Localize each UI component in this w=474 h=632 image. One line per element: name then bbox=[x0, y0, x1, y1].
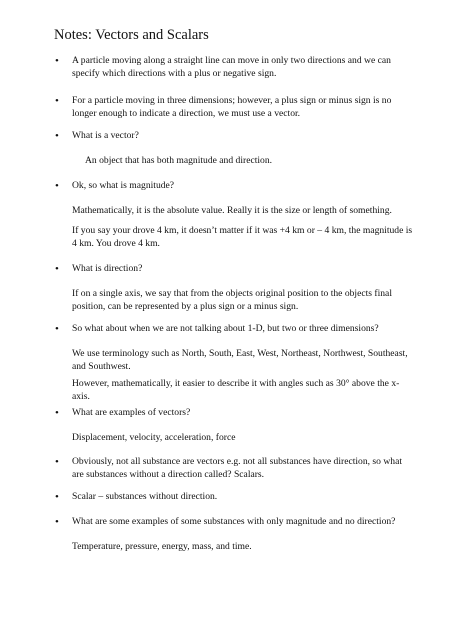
list-item-text: What is direction? bbox=[72, 263, 143, 274]
bullet-marker: • bbox=[55, 130, 59, 142]
paragraph: However, mathematically, it easier to describe it with angles such as 30° above the x-axis. bbox=[72, 378, 400, 402]
list-item-text: For a particle moving in three dimensions; however, a plus sign or minus sign is no longer enough to indicate a direction, we must use a vector. bbox=[72, 95, 392, 119]
bullet-marker: • bbox=[55, 491, 59, 503]
list-item-text: What are some examples of some substances with only magnitude and no direction? bbox=[72, 516, 396, 527]
paragraph: Temperature, pressure, energy, mass, and time. bbox=[72, 541, 252, 552]
paragraph: We use terminology such as North, South, East, West, Northeast, Northwest, Southeast, and Southwest. bbox=[72, 348, 408, 372]
bullet-marker: • bbox=[55, 456, 59, 468]
list-item-text: So what about when we are not talking about 1-D, but two or three dimensions? bbox=[72, 323, 379, 334]
list-item-text: Obviously, not all substance are vectors e.g. not all substances have direction, so what are substances without a direction called? Scalars. bbox=[72, 456, 403, 480]
paragraph: If you say your drove 4 km, it doesn’t matter if it was +4 km or – 4 km, the magnitude is 4 km. You drove 4 km. bbox=[72, 225, 413, 249]
bullet-marker: • bbox=[55, 180, 59, 192]
paragraph: If on a single axis, we say that from the objects original position to the objects final position, can be represented by a plus sign or a minus sign. bbox=[72, 288, 392, 312]
list-item-text: Scalar – substances without direction. bbox=[72, 491, 218, 502]
paragraph: An object that has both magnitude and direction. bbox=[85, 155, 273, 166]
paragraph: Mathematically, it is the absolute value. Really it is the size or length of something. bbox=[72, 205, 392, 216]
bullet-marker: • bbox=[55, 95, 59, 107]
bullet-marker: • bbox=[55, 263, 59, 275]
paragraph: Displacement, velocity, acceleration, force bbox=[72, 432, 236, 443]
bullet-marker: • bbox=[55, 407, 59, 419]
list-item-text: What are examples of vectors? bbox=[72, 407, 191, 418]
bullet-marker: • bbox=[55, 323, 59, 335]
list-item-text: What is a vector? bbox=[72, 130, 139, 141]
bullet-marker: • bbox=[55, 516, 59, 528]
page-title: Notes: Vectors and Scalars bbox=[54, 27, 209, 43]
list-item-text: A particle moving along a straight line can move in only two directions and we can specify which directions with a plus or negative sign. bbox=[72, 55, 391, 79]
list-item-text: Ok, so what is magnitude? bbox=[72, 180, 175, 191]
bullet-marker: • bbox=[55, 55, 59, 67]
